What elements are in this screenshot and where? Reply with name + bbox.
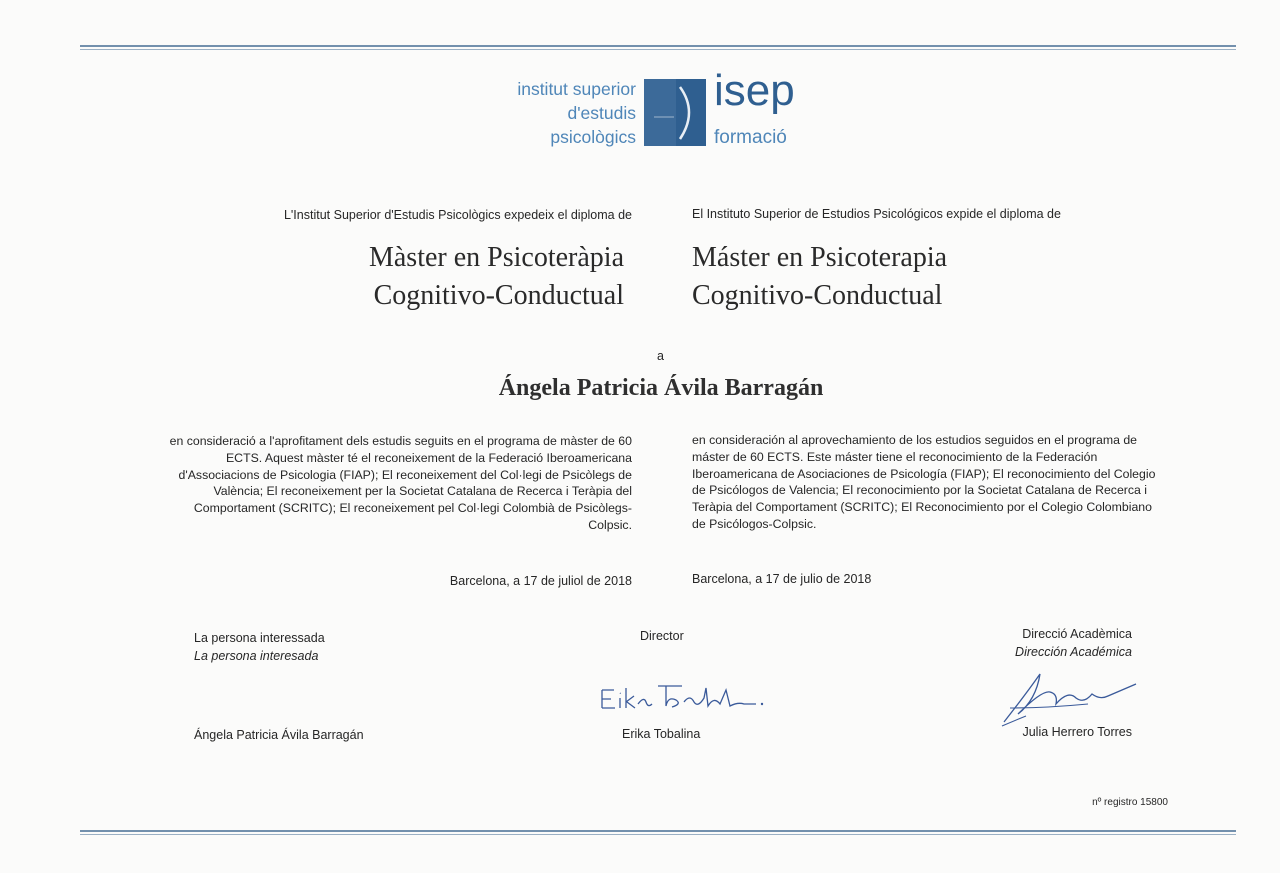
bottom-border-rule <box>80 830 1236 835</box>
connector-text: a <box>657 349 664 363</box>
signature-label-academic-ca: Direcció Acadèmica <box>1022 627 1132 641</box>
signature-name-director: Erika Tobalina <box>622 727 701 741</box>
logo-mark-icon <box>644 79 706 146</box>
intro-catalan: L'Institut Superior d'Estudis Psicològics expedeix el diploma de <box>283 208 632 222</box>
registry-number: nº registro 15800 <box>1092 797 1168 808</box>
academic-signature-icon <box>996 664 1146 730</box>
signature-label-interested-es: La persona interesada <box>194 649 319 663</box>
recipient-name: Ángela Patricia Ávila Barragán <box>498 375 824 401</box>
signature-label-director: Director <box>640 629 684 643</box>
top-border-rule <box>80 45 1236 50</box>
place-date-spanish: Barcelona, a 17 de julio de 2018 <box>692 572 872 586</box>
signature-label-academic-es: Dirección Académica <box>1015 645 1132 659</box>
body-catalan: en consideració a l'aprofitament dels estudis seguits en el programa de màster de 60 ECTS. Aquest màster té el reconeixement de la Federació Iberoamericana d'Associacions de Psicologia (FIAP); El reconeixement del Col·legi de Psicòlegs de València; El reconeixement per la Societat Catalana de Recerca i Teràpia del Comportament (SCRITC); El reconeixement pel Col·legi Colombià de Psicòlegs-Colpsic. <box>169 434 632 532</box>
diploma-title-spanish: Máster en Psicoterapia Cognitivo-Conductual <box>692 242 948 311</box>
director-signature-icon <box>598 680 768 714</box>
signature-label-interested-ca: La persona interessada <box>194 631 325 645</box>
logo-subtitle: formació <box>714 127 787 148</box>
isep-logo <box>500 66 820 154</box>
signature-name-academic: Julia Herrero Torres <box>1022 725 1132 739</box>
logo-acronym: isep <box>714 66 795 115</box>
diploma-title-catalan: Màster en Psicoteràpia Cognitivo-Conductual <box>368 242 624 311</box>
intro-spanish: El Instituto Superior de Estudios Psicológicos expide el diploma de <box>692 207 1061 221</box>
body-spanish: en consideración al aprovechamiento de los estudios seguidos en el programa de máster de 60 ECTS. Este máster tiene el reconocimiento de la Federación Iberoamericana de Asociaciones de Psicología (FIAP); El reconocimiento del Colegio de Psicólogos de Valencia; El reconocimiento por la Societat Catalana de Recerca i Teràpia del Comportament (SCRITC); El Reconocimiento por el Colegio Colombiano de Psicólogos-Colpsic. <box>692 433 1156 531</box>
place-date-catalan: Barcelona, a 17 de juliol de 2018 <box>449 574 632 588</box>
signature-name-interested: Ángela Patricia Ávila Barragán <box>194 728 364 742</box>
logo-institution-name: institut superior d'estudis psicològics <box>517 79 636 147</box>
